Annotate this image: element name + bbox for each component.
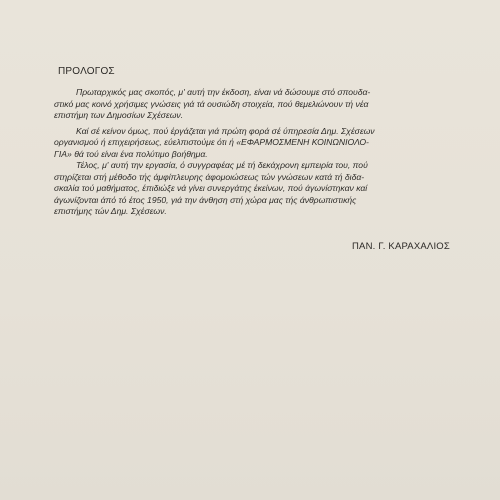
- text-line: σκαλία τού μαθήματος, έπιδιώξε νά γίνει συνεργάτης έκείνων, πού άγωνίστηκαν καί: [54, 183, 368, 193]
- text-line: Καί σέ κείνον όμως, πού έργάζεται γιά πρώτη φορά σέ ύπηρεσία Δημ. Σχέσεων: [76, 125, 375, 136]
- text-line: επιστήμης τών Δημ. Σχέσεων.: [54, 206, 167, 216]
- text-line: επιστήμη των Δημοσίων Σχέσεων.: [54, 110, 184, 120]
- author-signature: ΠΑΝ. Γ. ΚΑΡΑΧΑΛΙΟΣ: [352, 241, 450, 252]
- text-line: στικό μας κοινό χρήσιμες γνώσεις γιά τά ουσιώδη στοιχεία, πού θεμελιώνουν τή νέα: [54, 98, 369, 109]
- paragraph-2: [54, 126, 474, 161]
- text-line: ΓΙΑ» θά τού είναι ένα πολύτιμο βοήθημα.: [54, 148, 208, 159]
- paragraph-3: [54, 160, 474, 218]
- text-line: στηρίζεται στή μέθοδο τής άμφίπλευρης άφομοιώσεως τών γνώσεων κατά τή διδα-: [54, 171, 365, 182]
- paragraph-1: [54, 87, 474, 122]
- text-line: Τέλος, μ' αυτή την εργασία, ό συγγραφέας μέ τή δεκάχρονη εμπειρία του, πού: [76, 160, 368, 170]
- page-heading: ΠΡΟΛΟΓΟΣ: [58, 66, 115, 77]
- text-line: οργανισμού ή επιχειρήσεως, εύελπιστούμε ότι ή «ΕΦΑΡΜΟΣΜΕΝΗ ΚΟΙΝΩΝΙΟΛΟ-: [54, 137, 369, 147]
- text-line: Πρωταρχικός μας σκοπός, μ' αυτή την έκδοση, είναι νά δώσουμε στό σπουδα-: [76, 87, 371, 97]
- text-line: άγωνίζονται άπό τό έτος 1950, γιά την άνθηση στή χώρα μας τής άνθρωπιστικής: [54, 194, 357, 205]
- preface-body: [54, 87, 474, 218]
